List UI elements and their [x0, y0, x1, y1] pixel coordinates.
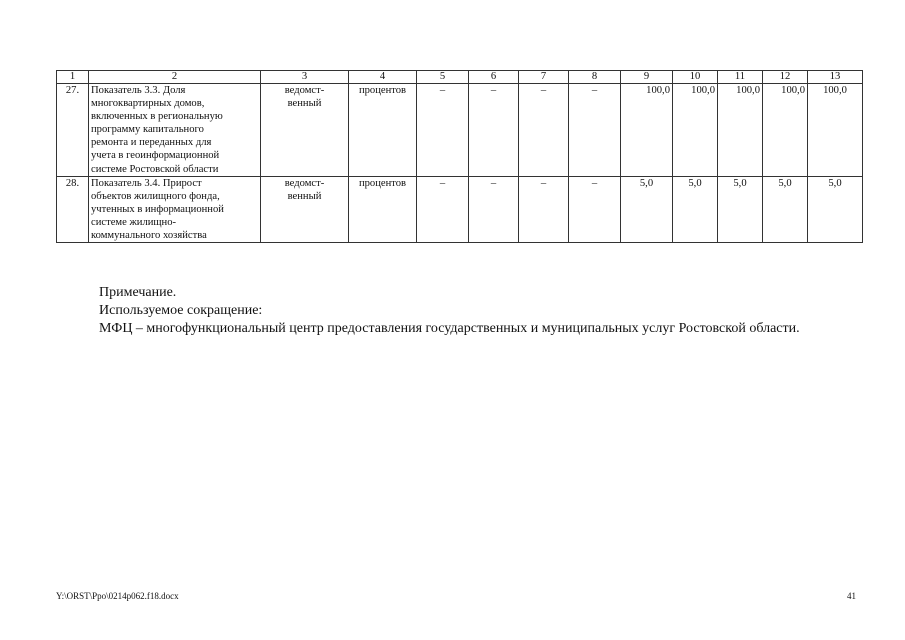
note-text: МФЦ – многофункциональный центр предоставления государственных и муниципальных услуг Ростовской области.: [99, 321, 800, 336]
indicator-type: [261, 84, 349, 177]
indicator-name-line: программу капитального: [91, 124, 204, 136]
value-cell: –: [469, 84, 519, 177]
column-number-row: [57, 71, 863, 84]
value-cell: 100,0: [718, 84, 763, 177]
indicator-unit: процентов: [349, 84, 417, 177]
page-number: 41: [847, 591, 856, 601]
value-cell: –: [469, 176, 519, 242]
value-cell: 5,0: [673, 176, 718, 242]
column-number: 7: [519, 71, 569, 84]
column-number: 11: [718, 71, 763, 84]
indicator-name-line: учета в геоинформационной: [91, 150, 220, 162]
value-cell: 100,0: [808, 84, 863, 177]
column-number: 5: [417, 71, 469, 84]
indicator-name-line: многоквартирных домов,: [91, 98, 205, 110]
column-number: 4: [349, 71, 417, 84]
indicator-type-line: венный: [287, 190, 322, 202]
value-cell: 100,0: [621, 84, 673, 177]
column-number: 9: [621, 71, 673, 84]
indicator-type-line: венный: [287, 98, 322, 110]
value-cell: –: [417, 176, 469, 242]
column-number: 2: [89, 71, 261, 84]
table-row: [57, 176, 863, 242]
column-number: 12: [763, 71, 808, 84]
indicator-type-line: ведомст-: [284, 177, 325, 189]
value-cell: 5,0: [621, 176, 673, 242]
indicator-type-line: ведомст-: [284, 85, 325, 96]
indicator-name-line: Показатель 3.4. Прирост: [91, 177, 202, 189]
indicator-name: [89, 84, 261, 177]
indicator-name-line: включенных в региональную: [91, 111, 223, 123]
value-cell: –: [569, 84, 621, 177]
note-title: Примечание.: [99, 285, 177, 300]
row-number: 28.: [57, 176, 89, 242]
value-cell: 100,0: [763, 84, 808, 177]
column-number: 10: [673, 71, 718, 84]
value-cell: –: [519, 176, 569, 242]
indicator-unit: процентов: [349, 176, 417, 242]
indicator-name-line: ремонта и переданных для: [91, 137, 212, 149]
indicator-name-line: учтенных в информационной: [91, 203, 224, 215]
indicator-name-line: коммунального хозяйства: [91, 230, 207, 242]
indicators-table: [56, 70, 863, 243]
note-subtitle: Используемое сокращение:: [99, 303, 263, 318]
indicator-name: [89, 176, 261, 242]
note-block: [99, 284, 800, 338]
value-cell: –: [417, 84, 469, 177]
row-number: 27.: [57, 84, 89, 177]
indicator-name-line: Показатель 3.3. Доля: [91, 85, 186, 96]
value-cell: 5,0: [808, 176, 863, 242]
value-cell: 100,0: [673, 84, 718, 177]
indicator-type: [261, 176, 349, 242]
value-cell: 5,0: [763, 176, 808, 242]
indicator-name-line: системе Ростовской области: [91, 163, 219, 175]
value-cell: 5,0: [718, 176, 763, 242]
column-number: 3: [261, 71, 349, 84]
column-number: 13: [808, 71, 863, 84]
footer-file-path: Y:\ORST\Ppo\0214p062.f18.docx: [56, 591, 179, 601]
column-number: 8: [569, 71, 621, 84]
column-number: 1: [57, 71, 89, 84]
value-cell: –: [569, 176, 621, 242]
indicator-name-line: объектов жилищного фонда,: [91, 190, 220, 202]
value-cell: –: [519, 84, 569, 177]
indicator-name-line: системе жилищно-: [91, 216, 177, 228]
table-row: [57, 84, 863, 177]
column-number: 6: [469, 71, 519, 84]
